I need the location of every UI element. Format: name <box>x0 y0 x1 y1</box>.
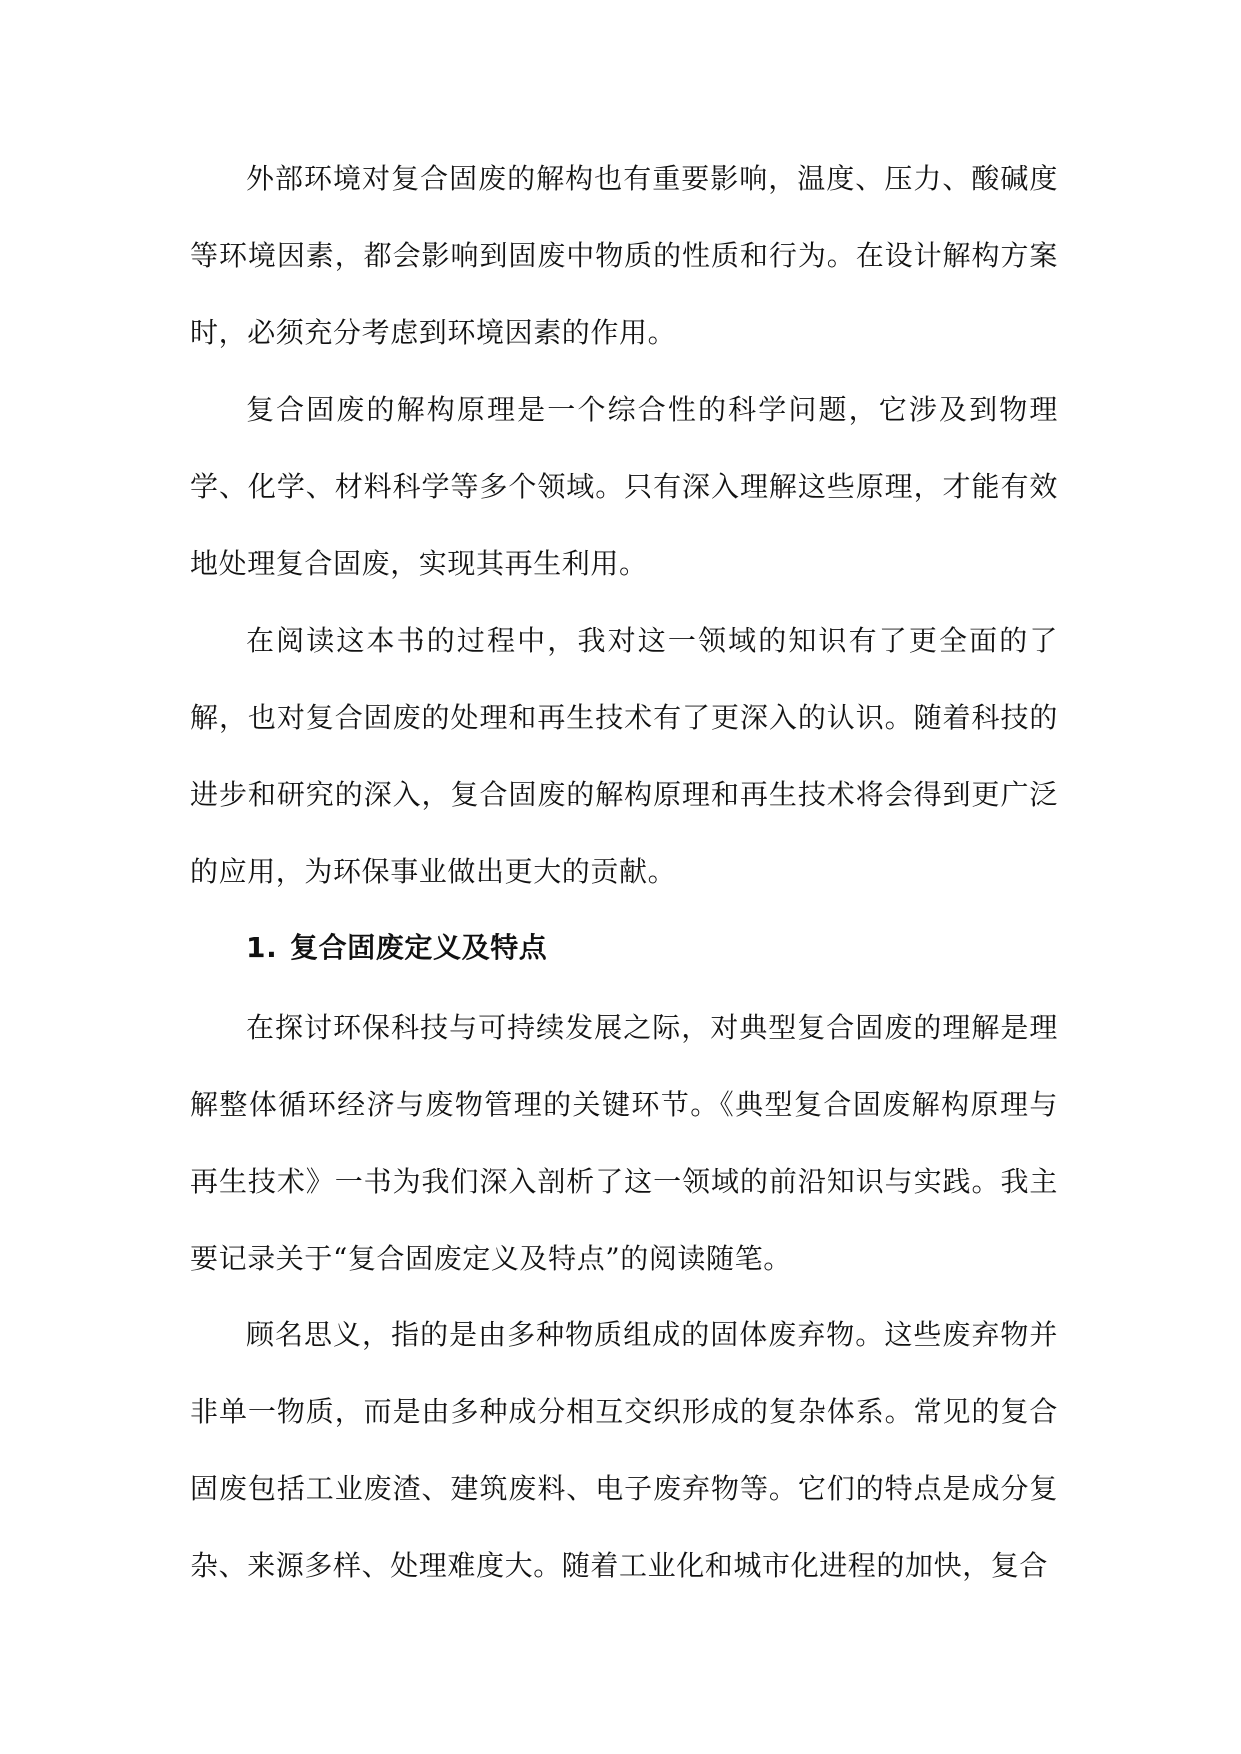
section-number: 1. <box>246 931 278 964</box>
paragraph-deconstruction-principle: 复合固废的解构原理是一个综合性的科学问题，它涉及到物理学、化学、材料科学等多个领域。只有深入理解这些原理，才能有效地处理复合固废，实现其再生利用。 <box>190 393 1058 580</box>
paragraph-definition: 顾名思义，指的是由多种物质组成的固体废弃物。这些废弃物并非单一物质，而是由多种成分相互交织形成的复杂体系。常见的复合固废包括工业废渣、建筑废料、电子废弃物等。它们的特点是成分复杂、来源多样、处理难度大。随着工业化和城市化进程的加快，复合 <box>190 1318 1058 1582</box>
section-heading <box>246 928 547 968</box>
section-title: 复合固废定义及特点 <box>290 931 548 964</box>
paragraph-environment-factors: 外部环境对复合固废的解构也有重要影响，温度、压力、酸碱度等环境因素，都会影响到固废中物质的性质和行为。在设计解构方案时，必须充分考虑到环境因素的作用。 <box>190 162 1058 349</box>
paragraph-reading-reflection: 在阅读这本书的过程中，我对这一领域的知识有了更全面的了解，也对复合固废的处理和再生技术有了更深入的认识。随着科技的进步和研究的深入，复合固废的解构原理和再生技术将会得到更广泛的应用，为环保事业做出更大的贡献。 <box>190 624 1058 888</box>
paragraph-introduction: 在探讨环保科技与可持续发展之际，对典型复合固废的理解是理解整体循环经济与废物管理的关键环节。《典型复合固废解构原理与再生技术》一书为我们深入剖析了这一领域的前沿知识与实践。我主要记录关于“复合固废定义及特点”的阅读随笔。 <box>190 1011 1058 1275</box>
